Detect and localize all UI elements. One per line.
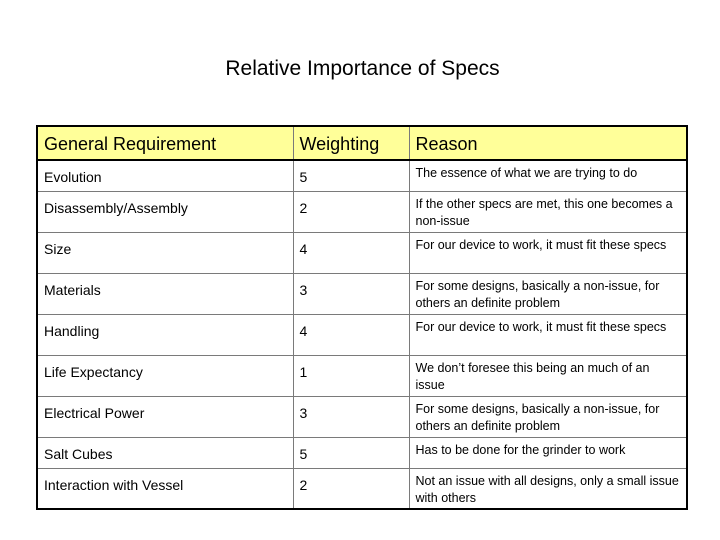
reason-cell: Not an issue with all designs, only a small issue with others [409,468,687,509]
requirement-cell: Handling [37,314,293,355]
weighting-cell: 5 [293,437,409,468]
reason-cell: For some designs, basically a non-issue, for others an definite problem [409,273,687,314]
table-row [37,468,687,509]
weighting-cell: 4 [293,232,409,273]
requirement-cell: Electrical Power [37,396,293,437]
weighting-cell: 2 [293,191,409,232]
reason-cell: If the other specs are met, this one becomes a non-issue [409,191,687,232]
table-row [37,396,687,437]
reason-cell: For our device to work, it must fit these specs [409,232,687,273]
table-row [37,355,687,396]
weighting-cell: 2 [293,468,409,509]
page-title: Relative Importance of Specs [225,57,500,80]
requirement-cell: Life Expectancy [37,355,293,396]
table-row [37,273,687,314]
requirement-cell: Salt Cubes [37,437,293,468]
weighting-cell: 3 [293,273,409,314]
requirement-cell: Evolution [37,160,293,191]
table-header-row [37,126,687,160]
table-row [37,437,687,468]
requirement-cell: Interaction with Vessel [37,468,293,509]
requirement-cell: Disassembly/Assembly [37,191,293,232]
column-header-reason: Reason [409,126,687,160]
reason-cell: Has to be done for the grinder to work [409,437,687,468]
weighting-cell: 5 [293,160,409,191]
requirement-cell: Materials [37,273,293,314]
reason-cell: For some designs, basically a non-issue, for others an definite problem [409,396,687,437]
table-row [37,160,687,191]
specs-table [36,125,688,510]
reason-cell: The essence of what we are trying to do [409,160,687,191]
column-header-weighting: Weighting [293,126,409,160]
weighting-cell: 3 [293,396,409,437]
requirement-cell: Size [37,232,293,273]
weighting-cell: 4 [293,314,409,355]
reason-cell: For our device to work, it must fit these specs [409,314,687,355]
table-row [37,232,687,273]
column-header-requirement: General Requirement [37,126,293,160]
weighting-cell: 1 [293,355,409,396]
reason-cell: We don’t foresee this being an much of an issue [409,355,687,396]
table-row [37,191,687,232]
table-row [37,314,687,355]
